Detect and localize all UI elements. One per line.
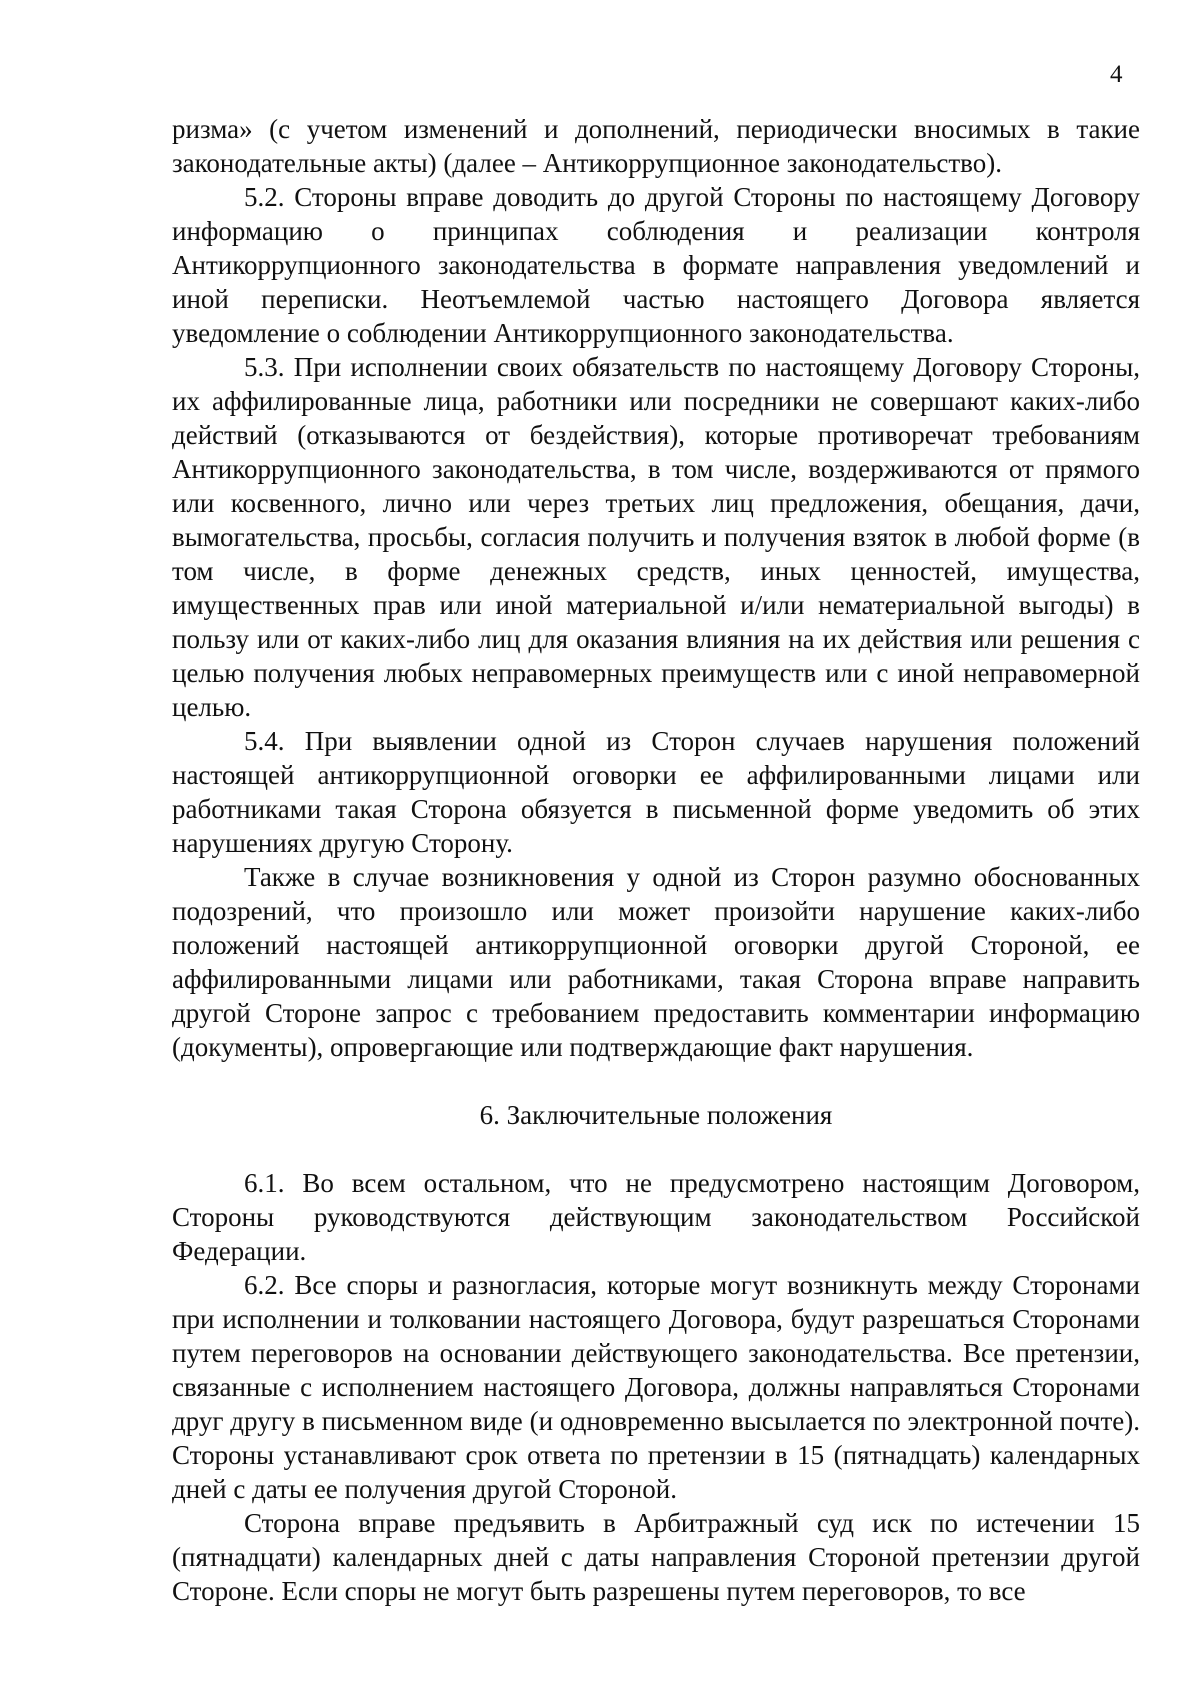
paragraph-5-3: 5.3. При исполнении своих обязательств по настоящему Договору Стороны, их аффилированные лица, работники или посредники не совершают каких-либо действий (отказываются от бездействия), которые противоречат требованиям Антикоррупционного законодательства, в том числе, воздерживаются от прямого или косвенного, лично или через третьих лиц предложения, обещания, дачи, вымогательства, просьбы, согласия получить и получения взяток в любой форме (в том числе, в форме денежных средств, иных ценностей, имущества, имущественных прав или иной материальной и/или нематериальной выгоды) в пользу или от каких-либо лиц для оказания влияния на их действия или решения с целью получения любых неправомерных преимуществ или с иной неправомерной целью. [172, 352, 1140, 722]
paragraph-5-4: 5.4. При выявлении одной из Сторон случаев нарушения положений настоящей антикоррупционной оговорки ее аффилированными лицами или работниками такая Сторона обязуется в письменной форме уведомить об этих нарушениях другую Сторону. [172, 726, 1140, 858]
paragraph-6-2-additional: Сторона вправе предъявить в Арбитражный суд иск по истечении 15 (пятнадцати) календарных дней с даты направления Стороной претензии другой Стороне. Если споры не могут быть разрешены путем переговоров, то все [172, 1508, 1140, 1606]
paragraph-5-4-additional: Также в случае возникновения у одной из Сторон разумно обоснованных подозрений, что произошло или может произойти нарушение каких-либо положений настоящей антикоррупционной оговорки другой Стороной, ее аффилированными лицами или работниками, такая Сторона вправе направить другой Стороне запрос с требованием предоставить комментарии информацию (документы), опровергающие или подтверждающие факт нарушения. [172, 862, 1140, 1062]
paragraph-5-2: 5.2. Стороны вправе доводить до другой Стороны по настоящему Договору информацию о принципах соблюдения и реализации контроля Антикоррупционного законодательства в формате направления уведомлений и иной переписки. Неотъемлемой частью настоящего Договора является уведомление о соблюдении Антикоррупционного законодательства. [172, 182, 1140, 348]
paragraph-continuation: ризма» (с учетом изменений и дополнений, периодически вносимых в такие законодательные акты) (далее – Антикоррупционное законодательство). [172, 114, 1140, 178]
page-number: 4 [1110, 61, 1123, 88]
section-heading: 6. Заключительные положения [479, 1100, 833, 1130]
document-body [172, 112, 1140, 1608]
paragraph-6-2: 6.2. Все споры и разногласия, которые могут возникнуть между Сторонами при исполнении и толковании настоящего Договора, будут разрешаться Сторонами путем переговоров на основании действующего законодательства. Все претензии, связанные с исполнением настоящего Договора, должны направляться Сторонами друг другу в письменном виде (и одновременно высылается по электронной почте). Стороны устанавливают срок ответа по претензии в 15 (пятнадцать) календарных дней с даты ее получения другой Стороной. [172, 1270, 1140, 1504]
paragraph-6-1: 6.1. Во всем остальном, что не предусмотрено настоящим Договором, Стороны руководствуются действующим законодательством Российской Федерации. [172, 1168, 1140, 1266]
